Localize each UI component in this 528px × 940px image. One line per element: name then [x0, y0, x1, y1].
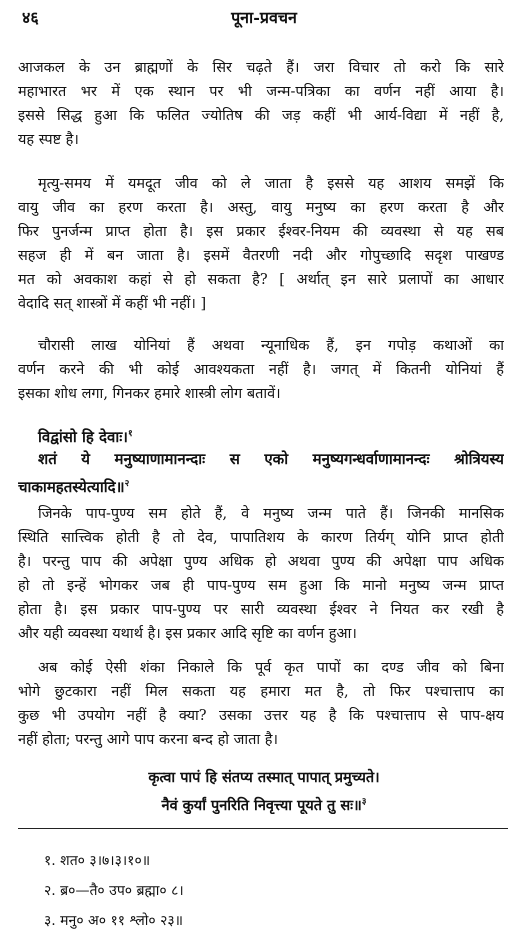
sanskrit-verse: [0, 766, 528, 814]
footnote: ३. मनु० अ० ११ श्लो० २३॥: [44, 913, 184, 929]
text-line: होता है। इस प्रकार पाप-पुण्य पर सारी व्यवस्था ईश्वर ने नियत कर रखी है: [18, 602, 504, 618]
paragraph-4: [18, 502, 504, 646]
text-line: कुछ भी उपयोग नहीं है क्या? उसका उत्तर यह है कि पश्चात्ताप से पाप-क्षय: [18, 708, 504, 724]
text-line: है। परन्तु पाप की अपेक्षा पुण्य अधिक हो अथवा पुण्य की अपेक्षा पाप अधिक: [18, 554, 504, 570]
text-line: और यही व्यवस्था यथार्थ है। इस प्रकार आदि सृष्टि का वर्णन हुआ।: [18, 626, 357, 642]
text-line: इसका शोध लगा, गिनकर हमारे शास्त्री लोग बतावें।: [18, 386, 281, 402]
text-line: वायु जीव का हरण करता है। अस्तु, वायु मनुष्य का हरण करता है और: [18, 200, 504, 216]
verse-text: नैवं कुर्यां पुनरिति निवृत्त्या पूयते तु सः॥: [161, 796, 362, 814]
page-header: [0, 4, 528, 32]
quote-text: चाकामहतस्येत्यादि॥: [18, 478, 125, 496]
text-line: चौरासी लाख योनियां हैं अथवा न्यूनाधिक हैं, इन गपोड़ कथाओं का: [38, 338, 504, 354]
quote-line: [18, 422, 504, 447]
footnote-ref: २: [124, 479, 130, 489]
text-line: भोगे छुटकारा नहीं मिल सकता यह हमारा मत है, तो फिर पश्चात्ताप का: [18, 684, 504, 700]
text-line: आजकल के उन ब्राह्मणों के सिर चढ़ते हैं। जरा विचार तो करो कि सारे: [18, 60, 504, 76]
text-line: फिर पुनर्जन्म प्राप्त होता है। इस प्रकार ईश्वर-नियम की व्यवस्था से यह सब: [18, 224, 504, 240]
text-line: इससे सिद्ध हुआ कि फलित ज्योतिष की जड़ कहीं भी आर्य-विद्या में नहीं है,: [18, 108, 504, 124]
footnote-divider: [18, 828, 508, 829]
text-line: जिनके पाप-पुण्य सम होते हैं, वे मनुष्य जन्म पाते हैं। जिनकी मानसिक: [38, 506, 504, 522]
footnote: १. शत० ३।७।३।१०॥: [44, 853, 151, 869]
quote-line: [18, 472, 504, 497]
text-line: हो तो इन्हें भोगकर जब ही पाप-पुण्य सम हुआ कि मानो मनुष्य जन्म प्राप्त: [18, 578, 504, 594]
text-line: मृत्यु-समय में यमदूत जीव को ले जाता है इससे यह आशय समझें कि: [38, 176, 504, 192]
running-title: पूना-प्रवचन: [231, 8, 297, 27]
quote-line: शतं ये मनुष्याणामानन्दाः स एको मनुष्यगन्धर्वाणामानन्दः श्रोत्रियस्य: [38, 450, 504, 468]
footnote-ref: १: [127, 429, 133, 439]
text-line: सहज ही में बन जाता है। इसमें वैतरणी नदी और गोपुच्छादि सदृश पाखण्ड: [18, 248, 504, 264]
text-line: मत को अवकाश कहां से हो सकता है? [ अर्थात् इन सारे प्रलापों का आधार: [18, 272, 504, 288]
verse-line: कृत्वा पापं हि संतप्य तस्मात् पापात् प्रमुच्यते।: [148, 769, 380, 786]
paragraph-3: [18, 334, 504, 406]
text-line: अब कोई ऐसी शंका निकाले कि पूर्व कृत पापों का दण्ड जीव को बिना: [38, 660, 504, 676]
text-line: वेदादि सत् शास्त्रों में कहीं भी नहीं। ]: [18, 296, 207, 312]
paragraph-1: [18, 56, 504, 152]
verse-line: [0, 790, 528, 814]
text-line: यह स्पष्ट है।: [18, 132, 79, 148]
footnote: २. ब्र०—तै० उप० ब्रह्मा० ८।: [44, 883, 184, 899]
footnotes: [44, 846, 184, 936]
page-number: ४६: [22, 8, 39, 27]
text-line: नहीं होता; परन्तु आगे पाप करना बन्द हो जाता है।: [18, 732, 278, 748]
quote-text: विद्वांसो हि देवाः।: [38, 428, 128, 446]
sanskrit-quotes: [18, 422, 504, 497]
paragraph-2: [18, 172, 504, 316]
paragraph-5: [18, 656, 504, 752]
text-line: स्थिति सात्त्विक होती है तो देव, पापातिशय के कारण तिर्यग् योनि प्राप्त होती: [18, 530, 504, 546]
text-line: वर्णन करने की भी कोई आवश्यकता नहीं है। जगत् में कितनी योनियां हैं: [18, 362, 504, 378]
text-line: महाभारत भर में एक स्थान पर भी जन्म-पत्रिका का वर्णन नहीं आया है।: [18, 84, 504, 100]
footnote-ref: ३: [361, 797, 367, 807]
